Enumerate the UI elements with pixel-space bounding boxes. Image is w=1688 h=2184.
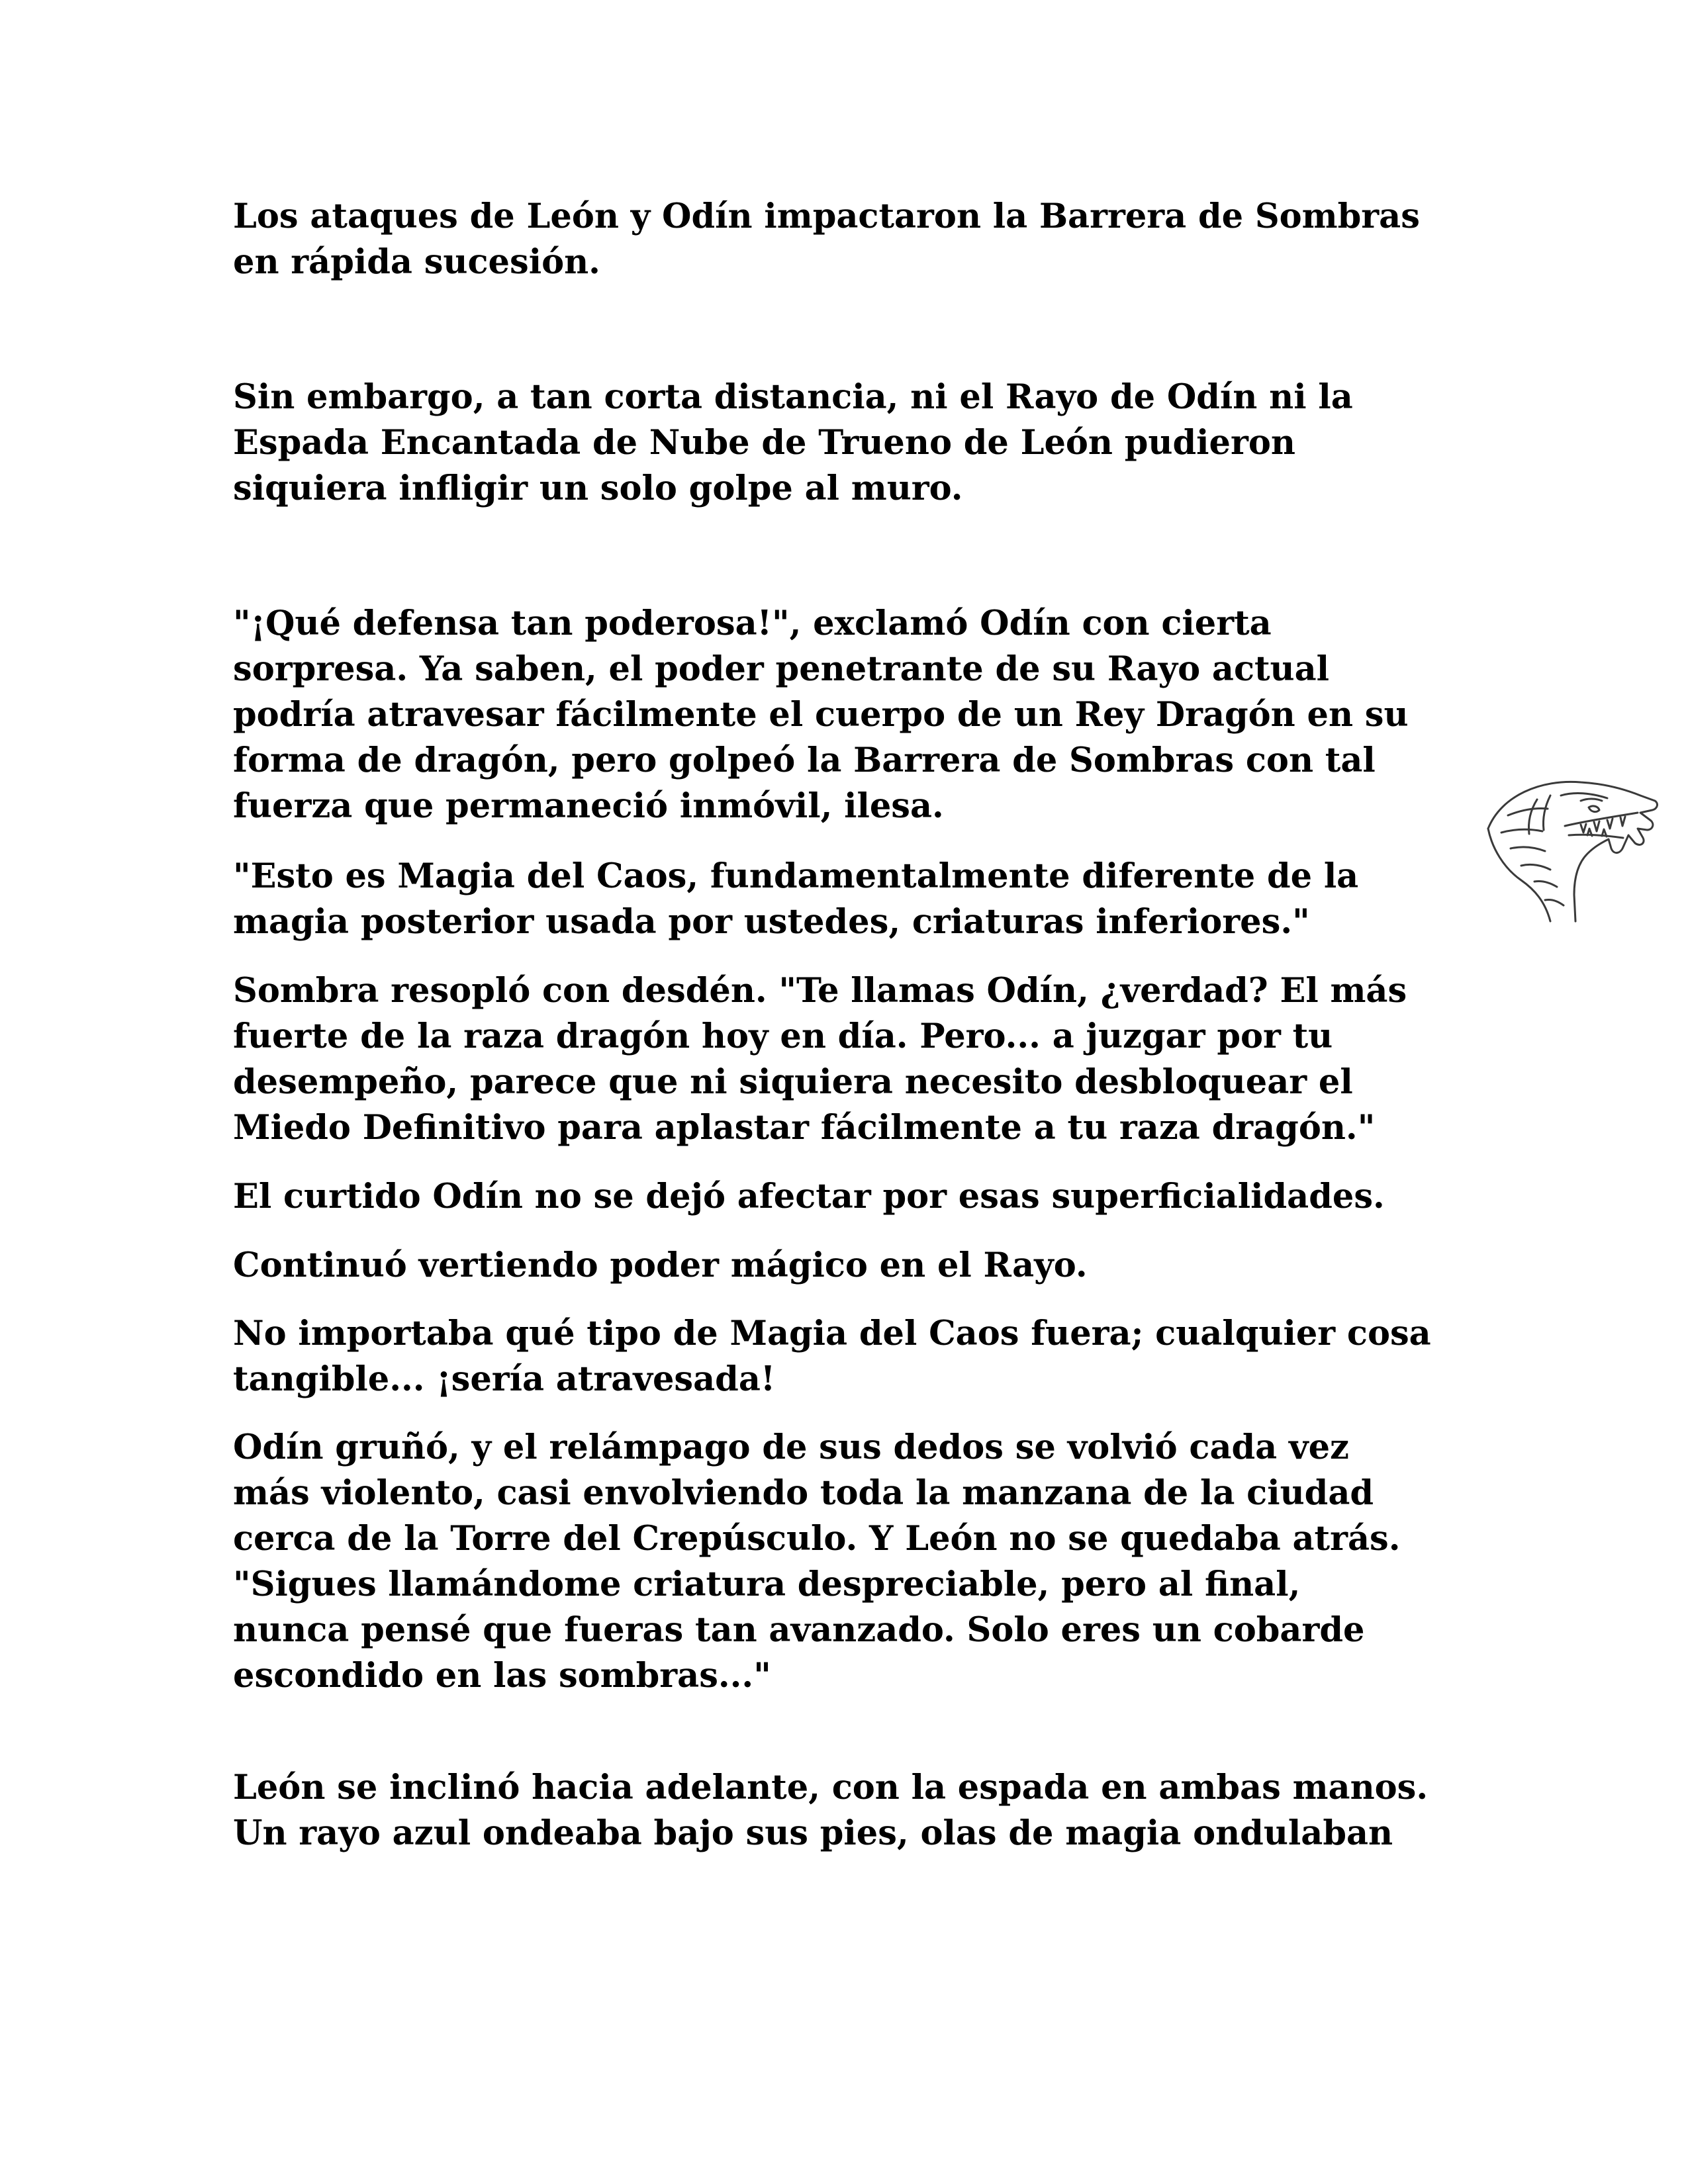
text-line: forma de dragón, pero golpeó la Barrera de Sombras con tal (233, 741, 1376, 780)
text-line: "¡Qué defensa tan poderosa!", exclamó Odín con cierta (233, 604, 1272, 643)
text-line: "Sigues llamándome criatura despreciable, pero al final, (233, 1565, 1301, 1604)
paragraph-6 (233, 1174, 1464, 1220)
dinosaur-head-sketch-icon (1481, 769, 1664, 925)
text-line: desempeño, parece que ni siquiera necesito desbloquear el (233, 1062, 1353, 1102)
text-line: magia posterior usada por ustedes, criaturas inferiores." (233, 902, 1310, 942)
text-line: Sin embargo, a tan corta distancia, ni el Rayo de Odín ni la (233, 377, 1353, 417)
paragraph-10 (233, 1765, 1464, 1856)
text-line: León se inclinó hacia adelante, con la espada en ambas manos. (233, 1768, 1429, 1807)
text-line: Odín gruñó, y el relámpago de sus dedos se volvió cada vez (233, 1428, 1350, 1467)
text-line: Sombra resopló con desdén. "Te llamas Odín, ¿verdad? El más (233, 971, 1407, 1011)
text-line: "Esto es Magia del Caos, fundamentalmente diferente de la (233, 856, 1359, 896)
text-line: Continuó vertiendo poder mágico en el Rayo. (233, 1246, 1088, 1285)
text-line: sorpresa. Ya saben, el poder penetrante de su Rayo actual (233, 649, 1330, 689)
paragraph-3 (233, 601, 1464, 829)
text-line: fuerza que permaneció inmóvil, ilesa. (233, 786, 944, 826)
paragraph-4 (233, 854, 1464, 945)
text-line: podría atravesar fácilmente el cuerpo de un Rey Dragón en su (233, 695, 1409, 735)
text-line: El curtido Odín no se dejó afectar por esas superficialidades. (233, 1177, 1385, 1216)
text-line: tangible... ¡sería atravesada! (233, 1359, 776, 1399)
text-line: siquiera infligir un solo golpe al muro. (233, 469, 963, 508)
text-line: Espada Encantada de Nube de Trueno de León pudieron (233, 423, 1295, 463)
text-line: más violento, casi envolviendo toda la manzana de la ciudad (233, 1473, 1374, 1513)
paragraph-5 (233, 968, 1464, 1151)
paragraph-9 (233, 1425, 1464, 1699)
text-line: escondido en las sombras..." (233, 1656, 771, 1696)
text-line: Los ataques de León y Odín impactaron la Barrera de Sombras (233, 197, 1420, 236)
text-line: cerca de la Torre del Crepúsculo. Y León no se quedaba atrás. (233, 1519, 1401, 1559)
text-line: No importaba qué tipo de Magia del Caos fuera; cualquier cosa (233, 1314, 1431, 1353)
text-line: fuerte de la raza dragón hoy en día. Pero... a juzgar por tu (233, 1017, 1333, 1056)
text-line: Miedo Definitivo para aplastar fácilmente a tu raza dragón." (233, 1108, 1376, 1148)
paragraph-7 (233, 1243, 1464, 1289)
text-line: en rápida sucesión. (233, 242, 600, 282)
text-line: Un rayo azul ondeaba bajo sus pies, olas de magia ondulaban (233, 1813, 1393, 1853)
text-line: nunca pensé que fueras tan avanzado. Solo eres un cobarde (233, 1610, 1365, 1650)
paragraph-8 (233, 1311, 1464, 1402)
paragraph-1 (233, 194, 1464, 285)
paragraph-2 (233, 375, 1464, 512)
